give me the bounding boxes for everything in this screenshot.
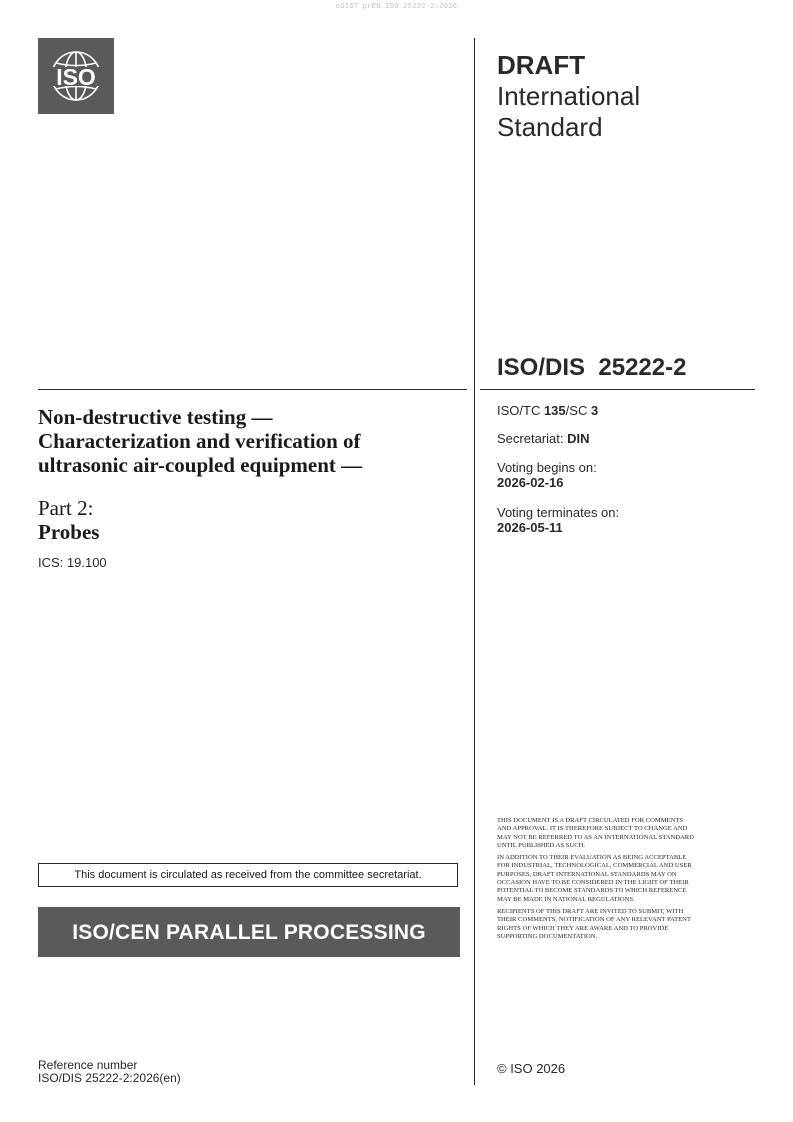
part-subtitle: Probes: [38, 520, 100, 544]
document-type-heading: [497, 50, 640, 143]
disclaimer-paragraph-1: THIS DOCUMENT IS A DRAFT CIRCULATED FOR COMMENTS AND APPROVAL. IT IS THEREFORE SUBJECT TO CHANGE AND MAY NOT BE REFERRED TO AS AN INTERNATIONAL STANDARD UNTIL PUBLISHED AS SUCH.: [497, 817, 694, 849]
sc-prefix: /SC: [565, 403, 591, 418]
standard-code: 25222-2: [598, 354, 687, 381]
committee-info: [497, 403, 598, 418]
reference-label: Reference number: [38, 1058, 138, 1072]
parallel-processing-banner: ISO/CEN PARALLEL PROCESSING: [38, 907, 460, 957]
title-line-3: ultrasonic air-coupled equipment —: [38, 453, 363, 477]
voting-begins-label: Voting begins on:: [497, 460, 597, 475]
standard-number: [497, 354, 686, 382]
title-line-2: Characterization and verification of: [38, 429, 361, 453]
draft-label: DRAFT: [497, 50, 586, 80]
ics-code: ICS: 19.100: [38, 555, 107, 570]
voting-terminates-date: 2026-05-11: [497, 520, 563, 535]
reference-number: [38, 1059, 181, 1085]
tc-number: 135: [543, 403, 566, 418]
reference-value: ISO/DIS 25222-2:2026(en): [38, 1071, 181, 1085]
tc-prefix: ISO/TC: [497, 403, 544, 418]
voting-begins-date: 2026-02-16: [497, 475, 564, 490]
disclaimer-paragraph-3: RECIPIENTS OF THIS DRAFT ARE INVITED TO SUBMIT, WITH THEIR COMMENTS, NOTIFICATION OF ANY RELEVANT PATENT RIGHTS OF WHICH THEY ARE AWARE AND TO PROVIDE SUPPORTING DOCUMENTATION.: [497, 907, 691, 940]
secretariat-info: [497, 431, 589, 446]
sc-number: 3: [590, 403, 599, 418]
horizontal-divider-left: [38, 389, 467, 390]
standard-prefix: ISO/DIS: [497, 354, 586, 381]
horizontal-divider-right: [480, 389, 755, 390]
disclaimer-paragraph-2: IN ADDITION TO THEIR EVALUATION AS BEING ACCEPTABLE FOR INDUSTRIAL, TECHNOLOGICAL, COMMERCIAL AND USER PURPOSES, DRAFT INTERNATIONAL STANDARDS MAY ON OCCASION HAVE TO BE CONSIDERED IN THE LIGHT OF THEIR POTENTIAL TO BECOME STANDARDS TO WHICH REFERENCE MAY BE MADE IN NATIONAL REGULATIONS.: [497, 854, 692, 903]
international-label: International: [497, 81, 641, 111]
copyright-notice: © ISO 2026: [497, 1061, 566, 1076]
voting-begins: [497, 460, 597, 490]
document-title: [38, 405, 458, 477]
voting-terminates-label: Voting terminates on:: [497, 505, 620, 520]
standard-label: Standard: [497, 112, 603, 142]
secretariat-value: DIN: [567, 431, 590, 446]
iso-globe-icon: [38, 38, 114, 114]
watermark: oSIST prEN ISO 25222-2:2026: [335, 3, 458, 11]
logo-text: ISO: [56, 64, 96, 90]
title-line-1: Non-destructive testing —: [38, 405, 273, 429]
iso-logo: [38, 38, 114, 114]
vertical-divider: [474, 38, 475, 1085]
part-label: Part 2:: [38, 496, 94, 520]
voting-terminates: [497, 505, 619, 535]
circulation-notice: This document is circulated as received from the committee secretariat.: [38, 863, 458, 887]
secretariat-label: Secretariat:: [497, 431, 568, 446]
draft-disclaimer: [497, 817, 697, 945]
